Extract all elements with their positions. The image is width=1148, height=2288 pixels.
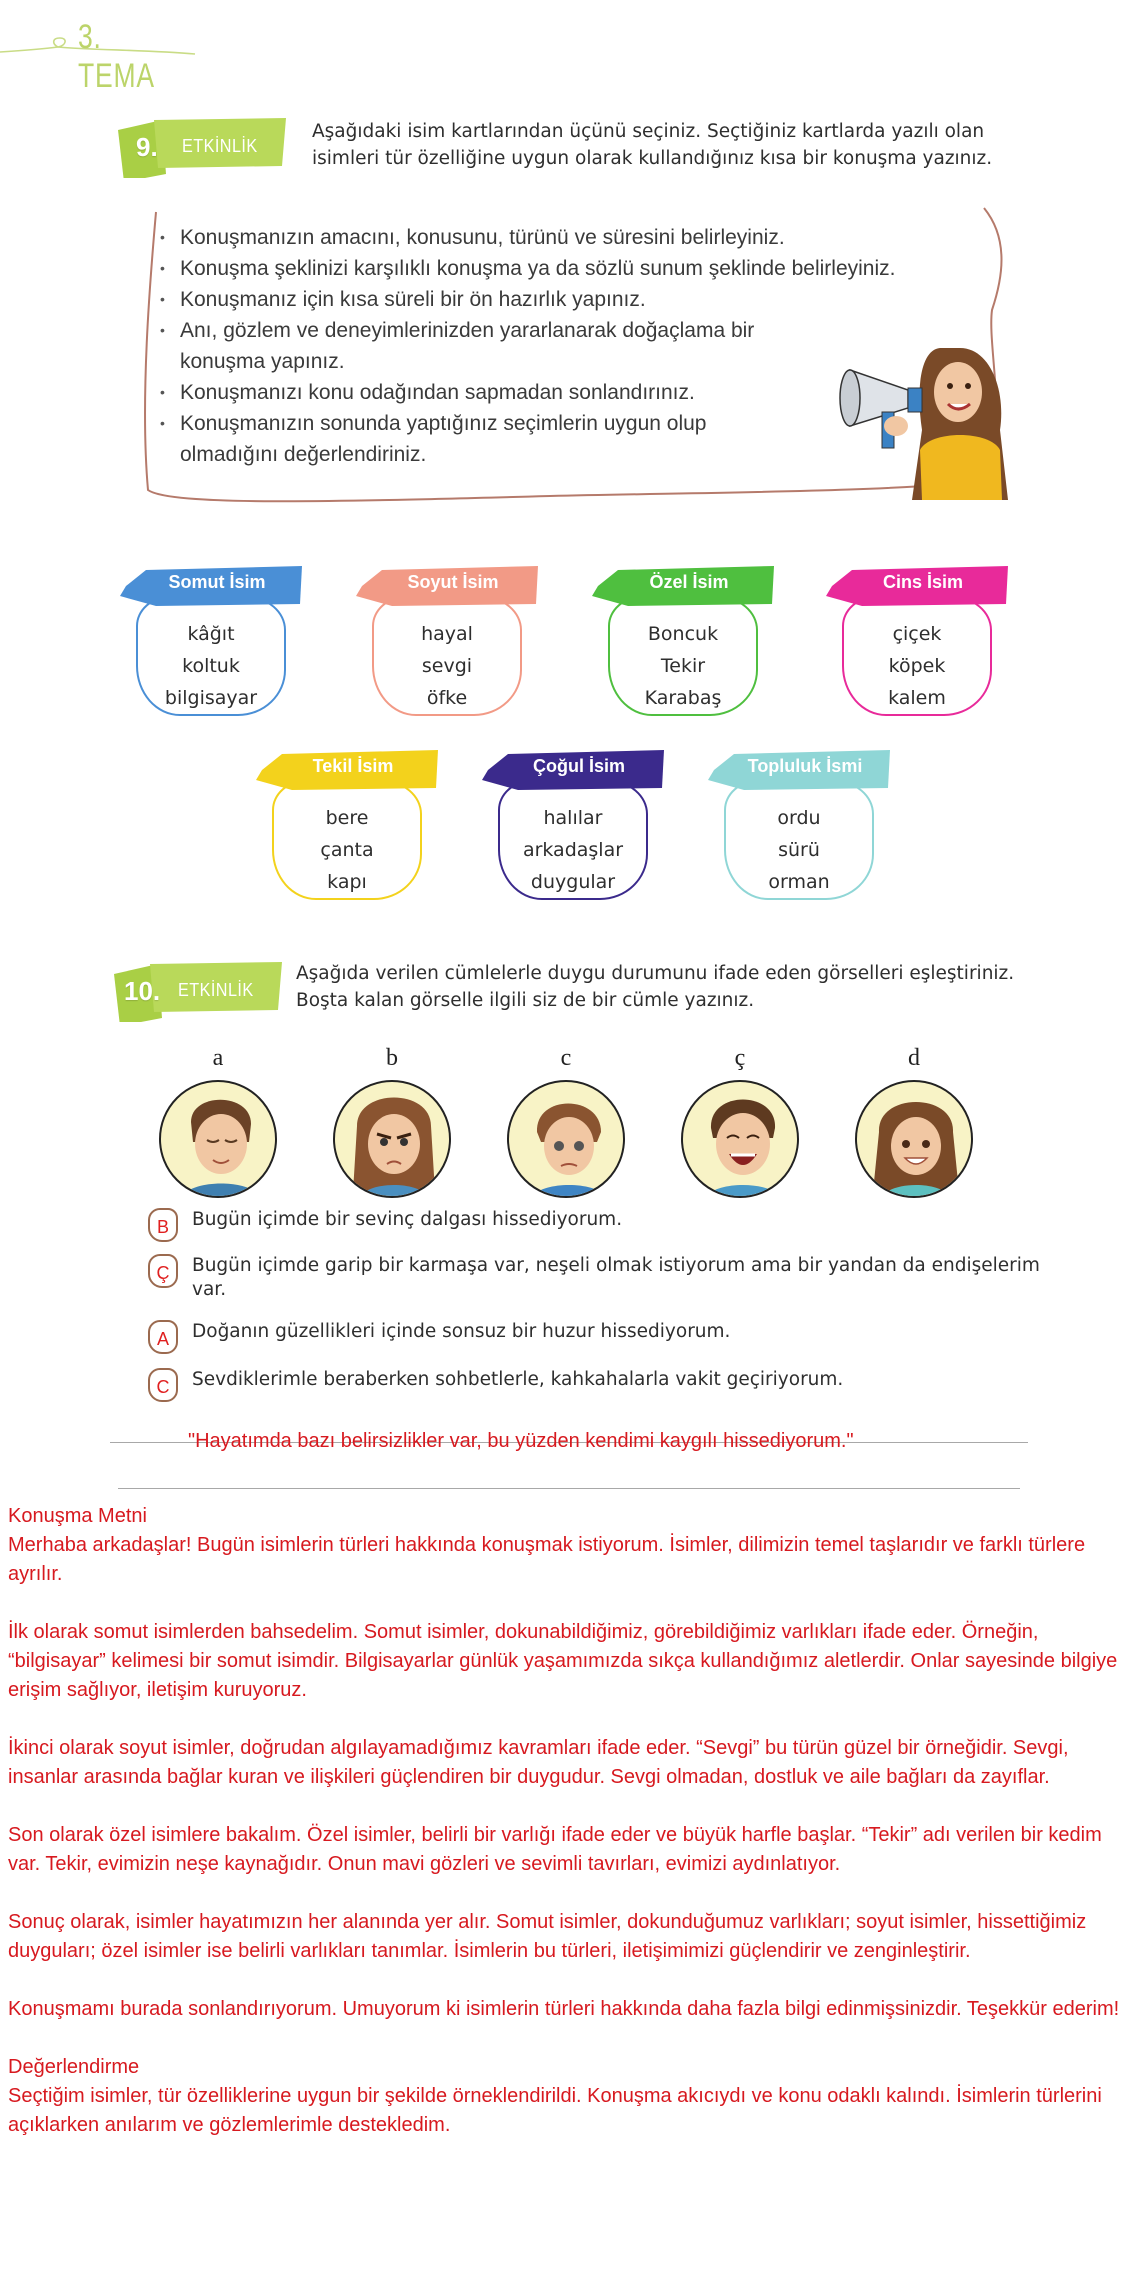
card-word: öfke — [426, 687, 468, 709]
match-sentence: Sevdiklerimle beraberken sohbetlerle, kahkahalarla vakit geçiriyorum. — [192, 1369, 844, 1390]
card-words — [272, 802, 422, 898]
card-title: Soyut İsim — [407, 572, 499, 592]
card-word: arkadaşlar — [522, 839, 624, 861]
card-word: ordu — [777, 807, 821, 829]
match-row — [148, 1368, 1052, 1402]
noun-card-tekil — [260, 740, 450, 910]
card-title: Özel İsim — [649, 572, 729, 592]
card-word: çanta — [320, 839, 374, 861]
activity-10-badge — [114, 960, 284, 1022]
guidelines-list — [160, 222, 920, 470]
girl-megaphone-illustration — [830, 330, 1010, 500]
noun-card-soyut — [360, 556, 550, 726]
card-word: Karabaş — [644, 687, 722, 709]
card-word: bilgisayar — [164, 687, 258, 709]
activity-9-badge — [118, 116, 288, 178]
card-word: sürü — [778, 839, 820, 861]
card-words — [724, 802, 874, 898]
card-word: bere — [325, 807, 369, 829]
card-words — [498, 802, 648, 898]
speech-paragraph: Merhaba arkadaşlar! Bugün isimlerin türleri hakkında konuşmak istiyorum. İsimler, dilimizin temel taşlarıdır ve farklı türlere ayrılır. — [8, 1534, 1086, 1585]
speech-paragraph: İlk olarak somut isimlerden bahsedelim. Somut isimler, dokunabildiğimiz, görebildiğimiz varlıkları ifade eder. Örneğin, “bilgisayar” kelimesi bir somut isimdir. Bilgisayarlar günlük yaşamımızda sıkça kullandığımız aletlerdir. Onlar sayesinde bilgiye erişim sağlıyor, iletişim kuruyoruz. — [8, 1621, 1118, 1701]
face-letter: b — [386, 1045, 398, 1071]
guideline-item: • Konuşma şeklinizi karşılıklı konuşma ya da sözlü sunum şeklinde belirleyiniz. — [160, 253, 920, 284]
card-word: köpek — [888, 655, 946, 677]
card-word: kalem — [888, 687, 946, 709]
match-sentence: Bugün içimde bir sevinç dalgası hissediyorum. — [192, 1209, 623, 1230]
noun-card-topluluk — [712, 740, 902, 910]
card-word: çiçek — [892, 623, 942, 645]
guideline-item: • Anı, gözlem ve deneyimlerinizden yararlanarak doğaçlama bir konuşma yapınız. — [160, 315, 810, 377]
match-sentence: Bugün içimde garip bir karmaşa var, neşeli olmak istiyorum ama bir yandan da endişelerim var. — [192, 1255, 1040, 1300]
answer-input[interactable]: Ç — [148, 1254, 178, 1288]
noun-card-cogul — [486, 740, 676, 910]
answer-input[interactable]: B — [148, 1208, 178, 1242]
speech-text-answer — [8, 1502, 1138, 2140]
guideline-item: • Konuşmanızın sonunda yaptığınız seçimlerin uygun olup olmadığını değerlendiriniz. — [160, 408, 810, 470]
activity-label: ETKİNLİK — [178, 980, 254, 1000]
speech-paragraph: Son olarak özel isimlere bakalım. Özel isimler, belirli bir varlığı ifade eder ve büyük harfle başlar. “Tekir” adı verilen bir kedim var. Tekir, evimizin neşe kaynağıdır. Onun mavi gözleri ve sevimli tavırları, evimizi aydınlatıyor. — [8, 1824, 1102, 1875]
guideline-item: • Konuşmanızın amacını, konusunu, türünü ve süresini belirleyiniz. — [160, 222, 920, 253]
activity-10-instruction: Aşağıda verilen cümlelerle duygu durumunu ifade eden görselleri eşleştiriniz. Boşta kalan görselle ilgili siz de bir cümle yazınız. — [296, 963, 1015, 1011]
card-title: Somut İsim — [168, 572, 266, 592]
writing-line — [118, 1488, 1020, 1489]
card-words — [842, 618, 992, 714]
match-row — [148, 1208, 1052, 1242]
extra-sentence-answer[interactable]: "Hayatımda bazı belirsizlikler var, bu yüzden kendimi kaygılı hissediyorum." — [188, 1430, 854, 1452]
face-option-c-cedilla — [680, 1040, 800, 1198]
activity-number: 10. — [124, 976, 161, 1006]
card-word: halılar — [543, 807, 603, 829]
card-word: koltuk — [182, 655, 240, 677]
match-sentence: Doğanın güzellikleri içinde sonsuz bir huzur hissediyorum. — [192, 1321, 731, 1342]
face-option-b — [332, 1040, 452, 1198]
face-letter: ç — [734, 1045, 746, 1071]
activity-label: ETKİNLİK — [182, 136, 258, 156]
match-row — [148, 1320, 1052, 1354]
card-words — [136, 618, 286, 714]
speech-paragraph: İkinci olarak soyut isimler, doğrudan algılayamadığımız kavramları ifade eder. “Sevgi” bu türün güzel bir örneğidir. Sevgi, insanlar arasında bağlar kuran ve ilişkileri güçlendiren bir duygudur. Sevgi olmadan, dostluk ve aile bağları da zayıflar. — [8, 1737, 1069, 1788]
card-title: Tekil İsim — [312, 756, 394, 776]
laughing-boy-face-icon — [681, 1080, 799, 1198]
card-word: duygular — [530, 871, 616, 893]
guideline-item: • Konuşmanız için kısa süreli bir ön hazırlık yapınız. — [160, 284, 920, 315]
match-row — [148, 1254, 1052, 1302]
smiling-girl-face-icon — [855, 1080, 973, 1198]
card-word: Tekir — [660, 655, 706, 677]
card-words — [608, 618, 758, 714]
theme-title: 3. TEMA — [78, 18, 155, 95]
theme-header — [0, 14, 200, 95]
activity-9-instruction: Aşağıdaki isim kartlarından üçünü seçiniz. Seçtiğiniz kartlarda yazılı olan isimleri tür özelliğine uygun olarak kullandığınız kısa bir konuşma yazınız. — [312, 121, 993, 169]
card-word: orman — [768, 871, 830, 893]
card-title: Topluluk İsmi — [747, 756, 863, 776]
noun-card-ozel — [596, 556, 786, 726]
face-option-c — [506, 1040, 626, 1198]
activity-number: 9. — [136, 132, 158, 162]
card-title: Çoğul İsim — [532, 756, 625, 776]
card-word: sevgi — [421, 655, 473, 677]
noun-card-cins — [830, 556, 1020, 726]
evaluation-heading: Değerlendirme — [8, 2056, 140, 2078]
speech-paragraph: Konuşmamı burada sonlandırıyorum. Umuyorum ki isimlerin türleri hakkında daha fazla bilgi edinmişsinizdir. Teşekkür ederim! — [8, 1998, 1120, 2020]
answer-input[interactable]: A — [148, 1320, 178, 1354]
angry-girl-face-icon — [333, 1080, 451, 1198]
card-word: hayal — [421, 623, 473, 645]
face-option-d — [854, 1040, 974, 1198]
speech-paragraph: Sonuç olarak, isimler hayatımızın her alanında yer alır. Somut isimler, dokunduğumuz varlıkları; soyut isimler, hissettiğimiz duyguları; özel isimler ise belirli varlıkları tanımlar. İsimlerin bu türleri, iletişimimizi güçlendirir ve zenginleştirir. — [8, 1911, 1087, 1962]
card-word: kâğıt — [187, 623, 235, 645]
noun-card-somut — [124, 556, 314, 726]
worried-boy-face-icon — [507, 1080, 625, 1198]
guideline-item: • Konuşmanızı konu odağından sapmadan sonlandırınız. — [160, 377, 920, 408]
face-letter: a — [212, 1045, 224, 1071]
evaluation-text: Seçtiğim isimler, tür özelliklerine uygun bir şekilde örneklendirildi. Konuşma akıcıydı ve konu odaklı kalındı. İsimlerin türlerini açıklarken anılarım ve gözlemlerimle destekledim. — [8, 2085, 1102, 2136]
card-word: kapı — [327, 871, 367, 893]
answer-input[interactable]: C — [148, 1368, 178, 1402]
face-letter: d — [908, 1045, 920, 1071]
face-letter: c — [560, 1045, 572, 1071]
speech-heading: Konuşma Metni — [8, 1505, 147, 1527]
peaceful-boy-face-icon — [159, 1080, 277, 1198]
card-word: Boncuk — [647, 623, 719, 645]
face-option-a — [158, 1040, 278, 1198]
card-words — [372, 618, 522, 714]
card-title: Cins İsim — [882, 572, 964, 592]
